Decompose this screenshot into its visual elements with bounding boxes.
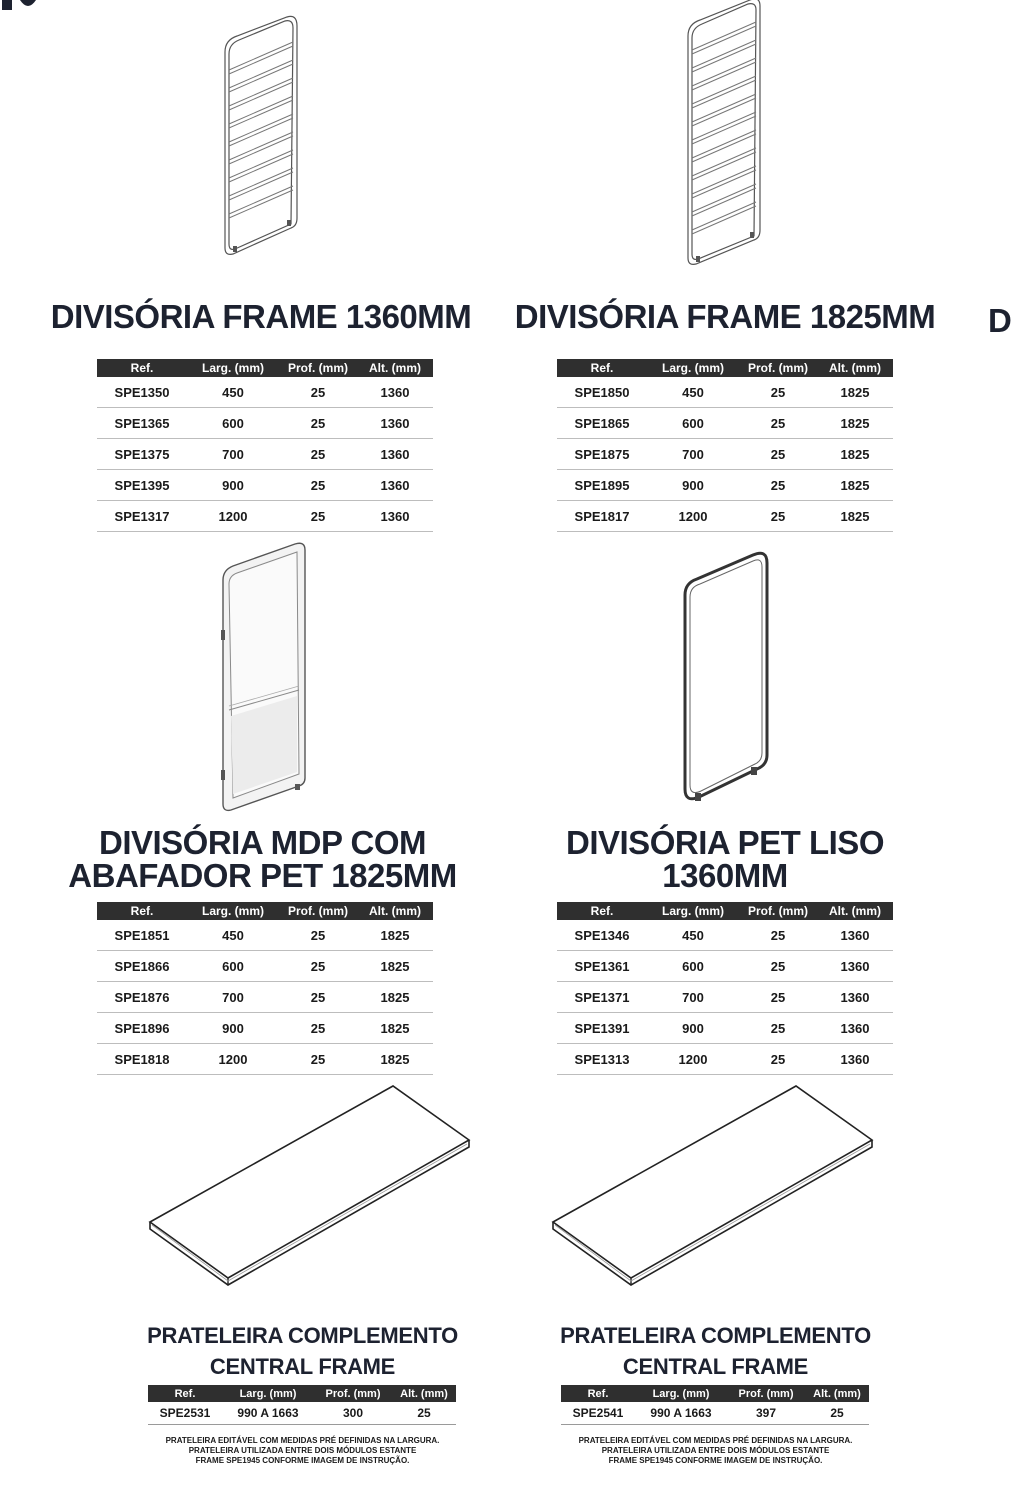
cell-ref: SPE1346 <box>557 920 647 951</box>
cell-depth: 25 <box>279 951 357 982</box>
table-row <box>148 1402 456 1425</box>
note-line: PRATELEIRA UTILIZADA ENTRE DOIS MÓDULOS ESTANTE <box>188 1446 417 1455</box>
spec-table <box>557 902 893 1075</box>
table-row <box>97 501 433 532</box>
table-row <box>97 1044 433 1075</box>
cell-depth: 25 <box>739 1044 817 1075</box>
cell-width: 990 A 1663 <box>635 1402 727 1425</box>
table-row <box>557 920 893 951</box>
col-header-ref: Ref. <box>148 1385 222 1402</box>
product-title-line-2: 1360MM <box>662 857 788 894</box>
cell-width: 700 <box>187 982 279 1013</box>
col-header-height: Alt. (mm) <box>357 902 433 920</box>
table-row <box>97 1013 433 1044</box>
cell-height: 1360 <box>817 982 893 1013</box>
cell-depth: 300 <box>314 1402 392 1425</box>
col-header-height: Alt. (mm) <box>817 359 893 377</box>
table-row <box>557 470 893 501</box>
cell-ref: SPE1895 <box>557 470 647 501</box>
cell-depth: 25 <box>279 982 357 1013</box>
cell-height: 1360 <box>817 920 893 951</box>
cell-height: 1825 <box>357 982 433 1013</box>
table-row <box>97 951 433 982</box>
table-row <box>557 1013 893 1044</box>
cell-ref: SPE1361 <box>557 951 647 982</box>
product-title: DIVISÓRIA FRAME 1360MM <box>50 298 472 335</box>
cell-depth: 25 <box>739 951 817 982</box>
product-title-line-1: PRATELEIRA COMPLEMENTO <box>560 1323 871 1348</box>
cell-height: 1360 <box>357 439 433 470</box>
cell-height: 1825 <box>817 377 893 408</box>
pet-panel-illustration <box>675 545 775 810</box>
table-row <box>97 982 433 1013</box>
table-row <box>557 1044 893 1075</box>
cell-height: 1825 <box>817 408 893 439</box>
cell-width: 600 <box>647 408 739 439</box>
cell-height: 1825 <box>817 439 893 470</box>
cell-width: 600 <box>187 951 279 982</box>
cell-ref: SPE1817 <box>557 501 647 532</box>
cell-ref: SPE1875 <box>557 439 647 470</box>
cell-depth: 25 <box>739 1013 817 1044</box>
product-title-line-2: ABAFADOR PET 1825MM <box>68 857 457 894</box>
spec-table <box>97 359 433 532</box>
product-title <box>125 1320 480 1382</box>
cell-ref: SPE2541 <box>561 1402 635 1425</box>
col-header-width: Larg. (mm) <box>647 359 739 377</box>
product-title-line-1: PRATELEIRA COMPLEMENTO <box>147 1323 458 1348</box>
product-title <box>525 826 925 892</box>
cell-depth: 25 <box>279 439 357 470</box>
product-title <box>50 826 475 892</box>
cell-ref: SPE1365 <box>97 408 187 439</box>
cell-height: 1825 <box>817 501 893 532</box>
cell-depth: 25 <box>739 408 817 439</box>
col-header-ref: Ref. <box>557 359 647 377</box>
spec-table <box>97 902 433 1075</box>
cell-width: 1200 <box>647 501 739 532</box>
cell-width: 450 <box>647 377 739 408</box>
cell-width: 1200 <box>187 1044 279 1075</box>
note-line: PRATELEIRA EDITÁVEL COM MEDIDAS PRÉ DEFINIDAS NA LARGURA. <box>165 1436 440 1445</box>
cell-ref: SPE1350 <box>97 377 187 408</box>
cell-height: 1360 <box>817 1044 893 1075</box>
table-row <box>97 439 433 470</box>
col-header-ref: Ref. <box>97 359 187 377</box>
cell-ref: SPE1818 <box>97 1044 187 1075</box>
note-line: PRATELEIRA UTILIZADA ENTRE DOIS MÓDULOS ESTANTE <box>601 1446 830 1455</box>
cell-width: 600 <box>647 951 739 982</box>
cell-height: 1825 <box>357 920 433 951</box>
cell-depth: 25 <box>279 377 357 408</box>
cropped-heading-fragment <box>0 0 60 14</box>
cell-depth: 25 <box>279 1013 357 1044</box>
cell-width: 700 <box>647 982 739 1013</box>
product-title-line-2: CENTRAL FRAME <box>209 1354 396 1379</box>
col-header-width: Larg. (mm) <box>187 359 279 377</box>
frame-1360-illustration <box>215 8 305 258</box>
col-header-width: Larg. (mm) <box>647 902 739 920</box>
cell-width: 1200 <box>647 1044 739 1075</box>
table-header-row <box>97 902 433 920</box>
cell-width: 450 <box>187 920 279 951</box>
col-header-ref: Ref. <box>97 902 187 920</box>
cell-width: 700 <box>187 439 279 470</box>
product-title-line-1: DIVISÓRIA MDP COM <box>98 824 427 861</box>
cell-ref: SPE1896 <box>97 1013 187 1044</box>
cell-ref: SPE1395 <box>97 470 187 501</box>
col-header-depth: Prof. (mm) <box>279 359 357 377</box>
frame-1825-illustration <box>680 0 770 270</box>
cell-height: 1825 <box>357 951 433 982</box>
table-row <box>557 408 893 439</box>
cell-width: 700 <box>647 439 739 470</box>
cell-width: 600 <box>187 408 279 439</box>
col-header-height: Alt. (mm) <box>805 1385 869 1402</box>
cell-depth: 25 <box>739 982 817 1013</box>
cell-width: 900 <box>647 1013 739 1044</box>
col-header-ref: Ref. <box>557 902 647 920</box>
product-note <box>553 1436 878 1466</box>
col-header-depth: Prof. (mm) <box>727 1385 805 1402</box>
col-header-depth: Prof. (mm) <box>739 902 817 920</box>
cell-depth: 25 <box>739 920 817 951</box>
cell-ref: SPE1313 <box>557 1044 647 1075</box>
table-row <box>97 920 433 951</box>
table-row <box>97 470 433 501</box>
cropped-next-title: D <box>988 302 1012 339</box>
cell-ref: SPE1375 <box>97 439 187 470</box>
cell-depth: 25 <box>739 470 817 501</box>
cell-height: 1825 <box>357 1013 433 1044</box>
table-header-row <box>561 1385 869 1402</box>
product-title <box>538 1320 893 1382</box>
col-header-height: Alt. (mm) <box>392 1385 456 1402</box>
cell-width: 900 <box>647 470 739 501</box>
table-header-row <box>97 359 433 377</box>
cell-ref: SPE1866 <box>97 951 187 982</box>
col-header-width: Larg. (mm) <box>187 902 279 920</box>
note-line: FRAME SPE1945 CONFORME IMAGEM DE INSTRUÇÃO. <box>195 1456 410 1465</box>
cell-ref: SPE1391 <box>557 1013 647 1044</box>
cell-height: 1360 <box>357 501 433 532</box>
col-header-width: Larg. (mm) <box>222 1385 314 1402</box>
cell-depth: 25 <box>739 501 817 532</box>
note-line: FRAME SPE1945 CONFORME IMAGEM DE INSTRUÇÃO. <box>608 1456 823 1465</box>
table-row <box>557 439 893 470</box>
cell-depth: 25 <box>279 920 357 951</box>
cell-height: 1360 <box>817 951 893 982</box>
cell-width: 450 <box>647 920 739 951</box>
cell-height: 1360 <box>357 377 433 408</box>
cell-ref: SPE2531 <box>148 1402 222 1425</box>
shelf-illustration <box>548 1082 878 1287</box>
cell-height: 1360 <box>817 1013 893 1044</box>
cell-height: 1825 <box>817 470 893 501</box>
table-row <box>557 501 893 532</box>
spec-table <box>561 1385 869 1425</box>
table-header-row <box>557 902 893 920</box>
cell-depth: 25 <box>279 470 357 501</box>
spec-table <box>148 1385 456 1425</box>
product-note <box>140 1436 465 1466</box>
col-header-height: Alt. (mm) <box>357 359 433 377</box>
cell-depth: 25 <box>739 377 817 408</box>
table-row <box>557 951 893 982</box>
product-title-line-1: DIVISÓRIA PET LISO <box>566 824 884 861</box>
cell-width: 990 A 1663 <box>222 1402 314 1425</box>
cell-ref: SPE1876 <box>97 982 187 1013</box>
col-header-depth: Prof. (mm) <box>314 1385 392 1402</box>
table-row <box>557 982 893 1013</box>
mdp-panel-illustration <box>215 540 315 815</box>
cell-depth: 25 <box>279 408 357 439</box>
cell-height: 1360 <box>357 408 433 439</box>
product-title-line-2: CENTRAL FRAME <box>622 1354 809 1379</box>
note-line: PRATELEIRA EDITÁVEL COM MEDIDAS PRÉ DEFINIDAS NA LARGURA. <box>578 1436 853 1445</box>
col-header-depth: Prof. (mm) <box>279 902 357 920</box>
table-header-row <box>557 359 893 377</box>
spec-table <box>557 359 893 532</box>
col-header-height: Alt. (mm) <box>817 902 893 920</box>
cell-width: 900 <box>187 1013 279 1044</box>
cell-ref: SPE1865 <box>557 408 647 439</box>
cell-height: 25 <box>392 1402 456 1425</box>
col-header-depth: Prof. (mm) <box>739 359 817 377</box>
product-title: DIVISÓRIA FRAME 1825MM <box>514 298 936 335</box>
table-row <box>557 377 893 408</box>
cell-ref: SPE1317 <box>97 501 187 532</box>
cell-height: 1825 <box>357 1044 433 1075</box>
table-header-row <box>148 1385 456 1402</box>
shelf-illustration <box>145 1082 475 1287</box>
table-row <box>97 408 433 439</box>
cell-width: 900 <box>187 470 279 501</box>
cell-width: 450 <box>187 377 279 408</box>
cell-depth: 25 <box>279 501 357 532</box>
cell-depth: 25 <box>739 439 817 470</box>
cell-depth: 25 <box>279 1044 357 1075</box>
cell-height: 25 <box>805 1402 869 1425</box>
cell-height: 1360 <box>357 470 433 501</box>
col-header-width: Larg. (mm) <box>635 1385 727 1402</box>
cell-ref: SPE1851 <box>97 920 187 951</box>
cell-ref: SPE1371 <box>557 982 647 1013</box>
cell-width: 1200 <box>187 501 279 532</box>
table-row <box>97 377 433 408</box>
col-header-ref: Ref. <box>561 1385 635 1402</box>
cell-ref: SPE1850 <box>557 377 647 408</box>
cell-depth: 397 <box>727 1402 805 1425</box>
table-row <box>561 1402 869 1425</box>
